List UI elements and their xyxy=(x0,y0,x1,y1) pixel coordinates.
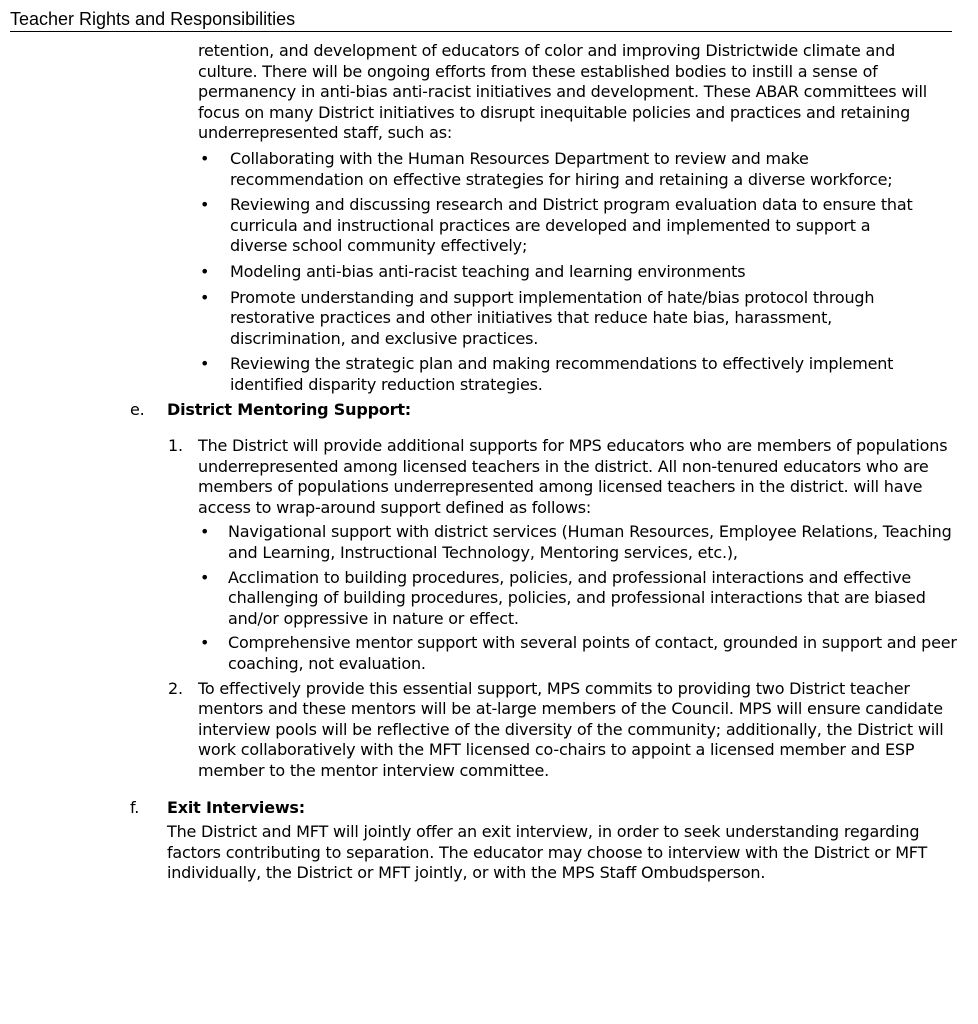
list-item: • Modeling anti-bias anti-racist teaching and learning environments xyxy=(198,262,918,283)
abar-bullet-list xyxy=(198,149,918,396)
section-f xyxy=(130,798,978,819)
section-heading: District Mentoring Support: xyxy=(167,399,411,419)
item-number: 1. xyxy=(168,436,183,456)
item-text: The District will provide additional supports for MPS educators who are members of populations underrepresented among licensed teachers in the district. All non-tenured educators who are members of populations underrepresented among licensed teachers in the district. will have access to wrap-around support defined as follows: xyxy=(198,436,948,517)
list-item: • Comprehensive mentor support with several points of contact, grounded in support and peer coaching, not evaluation. xyxy=(198,633,978,674)
list-item: • Acclimation to building procedures, policies, and professional interactions and effective challenging of building procedures, policies, and professional interactions that are biased and/or oppressive in nature or effect. xyxy=(198,568,978,630)
list-item: • Collaborating with the Human Resources Department to review and make recommendation on effective strategies for hiring and retaining a diverse workforce; xyxy=(198,149,918,190)
mentoring-numbered-list xyxy=(168,436,978,782)
numbered-item-1 xyxy=(168,436,957,675)
exit-interview-paragraph: The District and MFT will jointly offer an exit interview, in order to seek understanding regarding factors contributing to separation. The educator may choose to interview with the District or MFT individually, the District or MFT jointly, or with the MPS Staff Ombudsperson. xyxy=(167,822,928,883)
intro-paragraph: retention, and development of educators of color and improving Districtwide climate and culture. There will be ongoing efforts from these established bodies to instill a sense of permanency in anti-bias anti-racist initiatives and development. These ABAR committees will focus on many District initiatives to disrupt inequitable policies and practices and retaining underrepresented staff, such as: xyxy=(198,41,927,143)
support-bullet-list xyxy=(198,522,957,674)
section-marker: e. xyxy=(130,399,145,419)
item-text: To effectively provide this essential support, MPS commits to providing two District teacher mentors and these mentors will be at-large members of the Council. MPS will ensure candidate interview pools will be reflective of the diversity of the community; additionally, the District will work collaboratively with the MFT licensed co-chairs to appoint a licensed member and ESP member to the mentor interview committee. xyxy=(198,678,944,780)
numbered-item-2 xyxy=(168,679,950,782)
list-item: • Reviewing and discussing research and District program evaluation data to ensure that curricula and instructional practices are developed and implemented to support a diverse school community effectively; xyxy=(198,195,918,257)
section-e xyxy=(130,400,978,421)
list-item: • Promote understanding and support implementation of hate/bias protocol through restorative practices and other initiatives that reduce hate bias, harassment, discrimination, and exclusive practices. xyxy=(198,288,918,350)
list-item: • Navigational support with district services (Human Resources, Employee Relations, Teaching and Learning, Instructional Technology, Mentoring services, etc.), xyxy=(198,522,978,563)
item-number: 2. xyxy=(168,678,183,698)
section-marker: f. xyxy=(130,797,140,817)
document-body xyxy=(0,41,978,884)
running-header: Teacher Rights and Responsibilities xyxy=(10,8,952,32)
list-item: • Reviewing the strategic plan and making recommendations to effectively implement identified disparity reduction strategies. xyxy=(198,354,918,395)
section-heading: Exit Interviews: xyxy=(167,797,305,817)
